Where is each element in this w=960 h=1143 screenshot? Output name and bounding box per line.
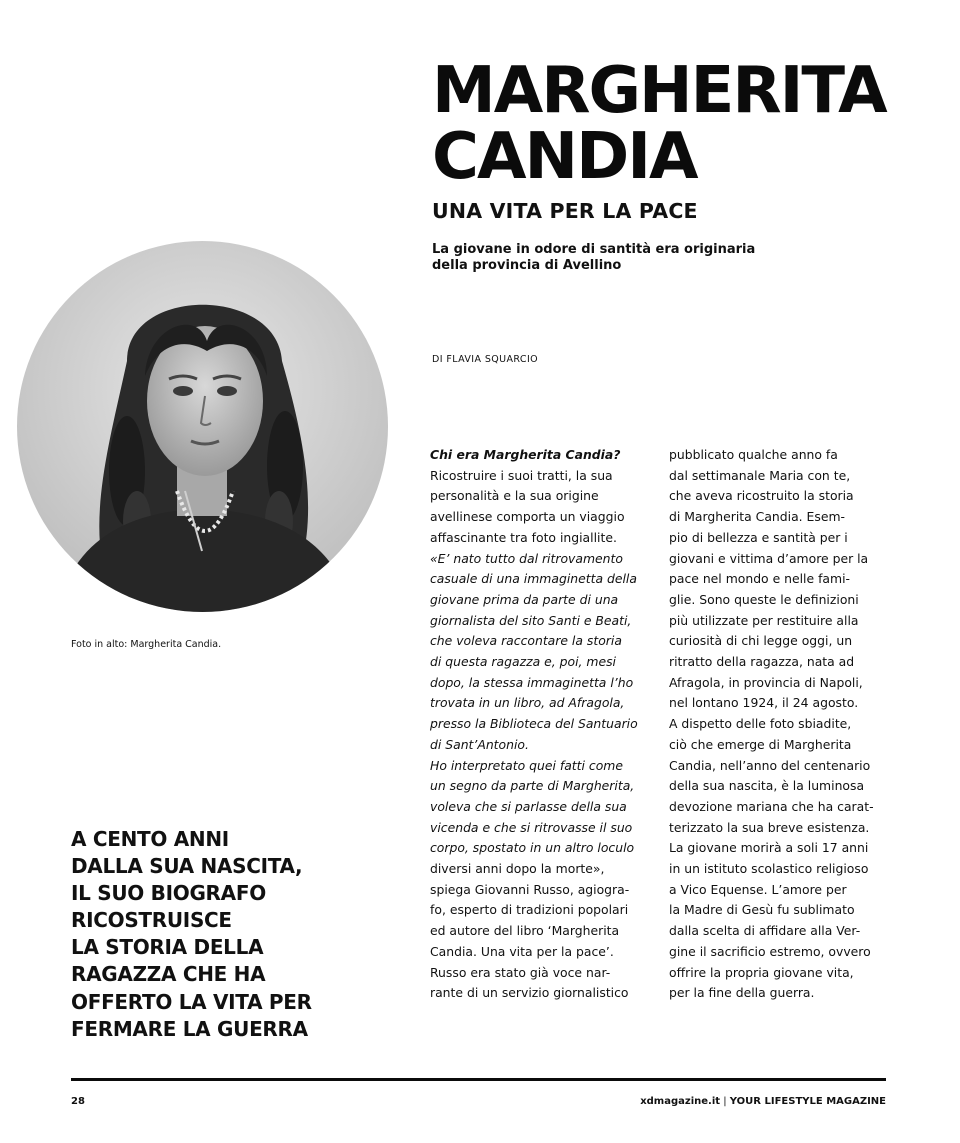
pull-quote-line: OFFERTO LA VITA PER	[71, 989, 312, 1014]
footer-credit	[640, 1096, 886, 1107]
quote-line: trovata in un libro, ad Afragola,	[430, 695, 625, 711]
body-line: più utilizzate per restituire alla	[669, 612, 859, 628]
body-line: avellinese comporta un viaggio	[430, 509, 625, 525]
body-line: dalla scelta di affidare alla Ver-	[669, 923, 861, 939]
photo-caption: Foto in alto: Margherita Candia.	[71, 639, 222, 650]
body-line: rante di un servizio giornalistico	[430, 985, 629, 1001]
body-line: personalità e la sua origine	[430, 488, 599, 504]
quote-line: corpo, spostato in un altro loculo	[430, 840, 635, 856]
quote-line: giornalista del sito Santi e Beati,	[430, 612, 632, 628]
pull-quote-line: A CENTO ANNI	[71, 827, 229, 851]
article-title	[432, 54, 886, 194]
body-column-2	[669, 445, 909, 1004]
body-line: Candia. Una vita per la pace’.	[430, 943, 614, 959]
body-line: Ricostruire i suoi tratti, la sua	[430, 467, 613, 483]
body-line: Russo era stato già voce nar-	[430, 964, 611, 980]
pull-quote-line: RAGAZZA CHE HA	[71, 962, 266, 987]
body-line: pubblicato qualche anno fa	[669, 447, 838, 462]
body-line: pace nel mondo e nelle fami-	[669, 571, 851, 587]
body-line: dal settimanale Maria con te,	[669, 467, 851, 483]
pull-quote	[71, 826, 312, 1043]
title-line: CANDIA	[432, 120, 697, 194]
quote-line: vicenda e che si ritrovasse il suo	[430, 819, 633, 835]
body-line: diversi anni dopo la morte»,	[430, 861, 605, 877]
body-line: in un istituto scolastico religioso	[669, 861, 869, 877]
body-line: a Vico Equense. L’amore per	[669, 881, 847, 897]
body-line: gine il sacrificio estremo, ovvero	[669, 943, 871, 959]
body-line: La giovane morirà a soli 17 anni	[669, 840, 869, 856]
pull-quote-line: LA STORIA DELLA	[71, 935, 264, 960]
quote-line: un segno da parte di Margherita,	[430, 778, 635, 794]
body-line: curiosità di chi legge oggi, un	[669, 633, 853, 649]
body-line: affascinante tra foto ingiallite.	[430, 529, 617, 545]
body-line: ritratto della ragazza, nata ad	[669, 654, 855, 670]
quote-line: giovane prima da parte di una	[430, 591, 619, 607]
quote-line: di questa ragazza e, poi, mesi	[430, 654, 616, 670]
quote-line: dopo, la stessa immaginetta l’ho	[430, 674, 634, 690]
footer-site: xdmagazine.it	[640, 1096, 721, 1107]
pull-quote-line: IL SUO BIOGRAFO	[71, 881, 266, 906]
body-line: devozione mariana che ha carat-	[669, 798, 874, 814]
footer-tagline: YOUR LIFESTYLE MAGAZINE	[729, 1096, 886, 1107]
quote-line: voleva che si parlasse della sua	[430, 798, 627, 814]
body-line: Candia, nell’anno del centenario	[669, 757, 871, 773]
deck-line: della provincia di Avellino	[432, 258, 622, 273]
body-line: per la fine della guerra.	[669, 985, 815, 1001]
body-line: ciò che emerge di Margherita	[669, 736, 852, 752]
article-deck	[432, 242, 755, 274]
quote-line: casuale di una immaginetta della	[430, 571, 637, 587]
title-line: MARGHERITA	[432, 54, 886, 128]
portrait-illustration	[17, 241, 388, 612]
body-line: della sua nascita, è la luminosa	[669, 778, 865, 794]
pull-quote-line: FERMARE LA GUERRA	[71, 1016, 308, 1041]
body-line: che aveva ricostruito la storia	[669, 488, 854, 504]
footer-rule	[71, 1078, 886, 1081]
body-line: glie. Sono queste le definizioni	[669, 591, 859, 607]
body-line: la Madre di Gesù fu sublimato	[669, 902, 855, 918]
deck-line: La giovane in odore di santità era originaria	[432, 242, 756, 257]
byline: DI FLAVIA SQUARCIO	[432, 354, 539, 365]
body-line: giovani e vittima d’amore per la	[669, 550, 869, 566]
quote-line: che voleva raccontare la storia	[430, 633, 622, 649]
quote-line: «E’ nato tutto dal ritrovamento	[430, 550, 623, 566]
body-line: fo, esperto di tradizioni popolari	[430, 902, 629, 918]
body-line: spiega Giovanni Russo, agiogra-	[430, 881, 630, 897]
body-line: Afragola, in provincia di Napoli,	[669, 674, 863, 690]
footer-separator: |	[723, 1096, 727, 1107]
body-line: A dispetto delle foto sbiadite,	[669, 716, 852, 732]
lead-question: Chi era Margherita Candia?	[430, 447, 621, 462]
quote-line: presso la Biblioteca del Santuario	[430, 716, 638, 732]
body-column-1	[430, 445, 670, 1004]
body-line: di Margherita Candia. Esem-	[669, 509, 845, 525]
body-line: nel lontano 1924, il 24 agosto.	[669, 695, 859, 711]
body-line: pio di bellezza e santità per i	[669, 529, 848, 545]
body-line: offrire la propria giovane vita,	[669, 964, 854, 980]
quote-line: di Sant’Antonio.	[430, 736, 529, 752]
article-subtitle: UNA VITA PER LA PACE	[432, 199, 698, 223]
portrait-photo	[17, 241, 388, 612]
pull-quote-line: DALLA SUA NASCITA,	[71, 854, 303, 879]
page-number: 28	[71, 1096, 85, 1107]
pull-quote-line: RICOSTRUISCE	[71, 908, 232, 933]
body-line: terizzato la sua breve esistenza.	[669, 819, 870, 835]
body-line: ed autore del libro ‘Margherita	[430, 923, 620, 939]
quote-line: Ho interpretato quei fatti come	[430, 757, 623, 773]
